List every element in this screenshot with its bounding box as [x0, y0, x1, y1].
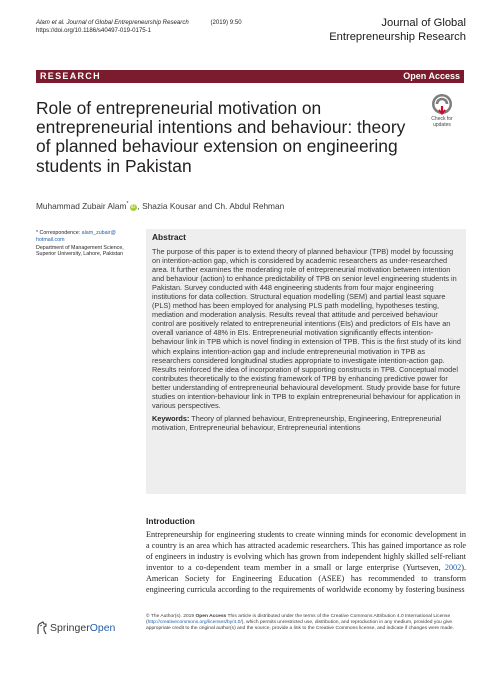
orcid-icon[interactable]: iD	[130, 203, 136, 210]
section-heading-introduction: Introduction	[146, 516, 195, 526]
article-type-label: RESEARCH	[40, 71, 101, 81]
journal-title	[329, 17, 466, 44]
article-title: Role of entrepreneurial motivation on entrepreneurial intentions and behaviour: theory of planned behaviour extension on engineering students in Pakistan	[36, 98, 406, 176]
license-url[interactable]: http://creativecommons.org/licenses/by/4.0/	[147, 620, 242, 626]
abstract-heading: Abstract	[152, 232, 186, 242]
abstract-box	[146, 229, 466, 494]
author-name[interactable]: Muhammad Zubair Alam	[36, 200, 127, 211]
abstract-body: The purpose of this paper is to extend theory of planned behaviour (TPB) model by focussing on intention-action gap, which is considered by academic researchers as under-researched area. It further examines the moderating role of entrepreneurial motivation between intention and behaviour (action) to enhance predictability of TPB on senior level engineering students in Pakistan. Survey conducted with 448 engineering students from four major engineering institutions for data collection. Structural equation modelling (SEM) and partial least square (PLS) method has been employed for analysing PLS path modelling, hypotheses testing, mediation and moderation analysis. Results reveal that attitude and perceived behaviour control are positively related to entrepreneurial intentions (EIs) and predictors of EIs have an overall variance of 48% in EIs. Entrepreneurial motivation significantly effects intention-behaviour link in TPB which is novel finding in extension of TPB. This is the first study of its kind which explains intention-action gap and include entrepreneurial motivation in TPB as researchers considered longitudinal studies appropriate to investigate intention-action gap. Results reinforced the idea of incorporation of supporting constructs in TPB. Conceptual model contributes theoretically to the existing framework of TPB by enhancing predictive power for better understanding of entrepreneurial behavioural development. Study provide base for future studies on intention-behaviour link in TPB to explain entrepreneurial behaviour for application in various perspectives.	[152, 247, 461, 410]
intro-text-1: Entrepreneurship for engineering students to create winning minds for economic development in a country is an area which has attracted academic researchers. This has gained importance as role of engineers in industry is evolving which has grown from independent highly skilled self-reliant inventor to a co-dependent team member in a small or large enterprise (Yurtseven,	[146, 530, 466, 572]
license-open-access: Open Access	[195, 614, 227, 619]
co-authors: , Shazia Kousar and Ch. Abdul Rehman	[137, 200, 285, 211]
citation-header	[36, 19, 242, 35]
author-list	[36, 199, 284, 211]
springer-open-logo[interactable]	[36, 620, 146, 638]
corresponding-mark: *	[126, 201, 129, 207]
correspondence-sidebar	[36, 230, 136, 258]
correspondence-email-cont[interactable]: hotmail.com	[36, 236, 65, 243]
open-access-label: Open Access	[403, 71, 460, 81]
springer-word: Springer	[50, 622, 90, 634]
check-for-updates-line2: updates	[433, 122, 451, 128]
journal-title-line2: Entrepreneurship Research	[329, 30, 466, 43]
citation-line: Alam et al. Journal of Global Entrepreneurship Research	[36, 19, 189, 26]
license-text-1: © The Author(s). 2019	[146, 614, 196, 619]
license-text-2: This article is distributed under the terms of the Creative Commons Attribution 4.0 International License (	[146, 614, 451, 626]
keywords-label: Keywords:	[152, 413, 190, 423]
keywords	[152, 414, 461, 432]
springer-horse-icon	[36, 621, 48, 635]
journal-title-line1: Journal of Global	[381, 17, 466, 29]
springer-open-wordmark	[50, 622, 115, 634]
doi-link[interactable]: https://doi.org/10.1186/s40497-019-0175-1	[36, 27, 152, 34]
keywords-list: Theory of planned behaviour, Entrepreneurship, Engineering, Entrepreneurial motivation, Entrepreneurial behaviour, Entrepreneurial intentions	[152, 413, 442, 432]
correspondence-label: * Correspondence:	[36, 230, 82, 236]
article-type-band	[36, 70, 464, 83]
license-note	[146, 614, 466, 632]
correspondence-email[interactable]: alam_zubair@	[81, 230, 116, 236]
affiliation: Department of Management Science, Superior University, Lahore, Pakistan	[36, 244, 124, 258]
open-word: Open	[89, 622, 116, 634]
check-for-updates-label	[420, 116, 464, 128]
year-volume: (2019) 9:50	[210, 19, 242, 26]
intro-text-2: ). American Society for Engineering Education (ASEE) has recommended to transform engineering curricula according to the requirements of worldwide economy by fostering business	[146, 562, 466, 594]
citation-ref[interactable]: 2002	[444, 562, 462, 572]
license-text-3: ), which permits unrestricted use, distribution, and reproduction in any medium, provided you give appropriate credit to the original author(s) and the source, provide a link to the Creative Commons license, and indicate if changes were made.	[146, 620, 455, 632]
check-for-updates-line1: Check for	[431, 116, 453, 122]
introduction-paragraph	[146, 530, 466, 595]
